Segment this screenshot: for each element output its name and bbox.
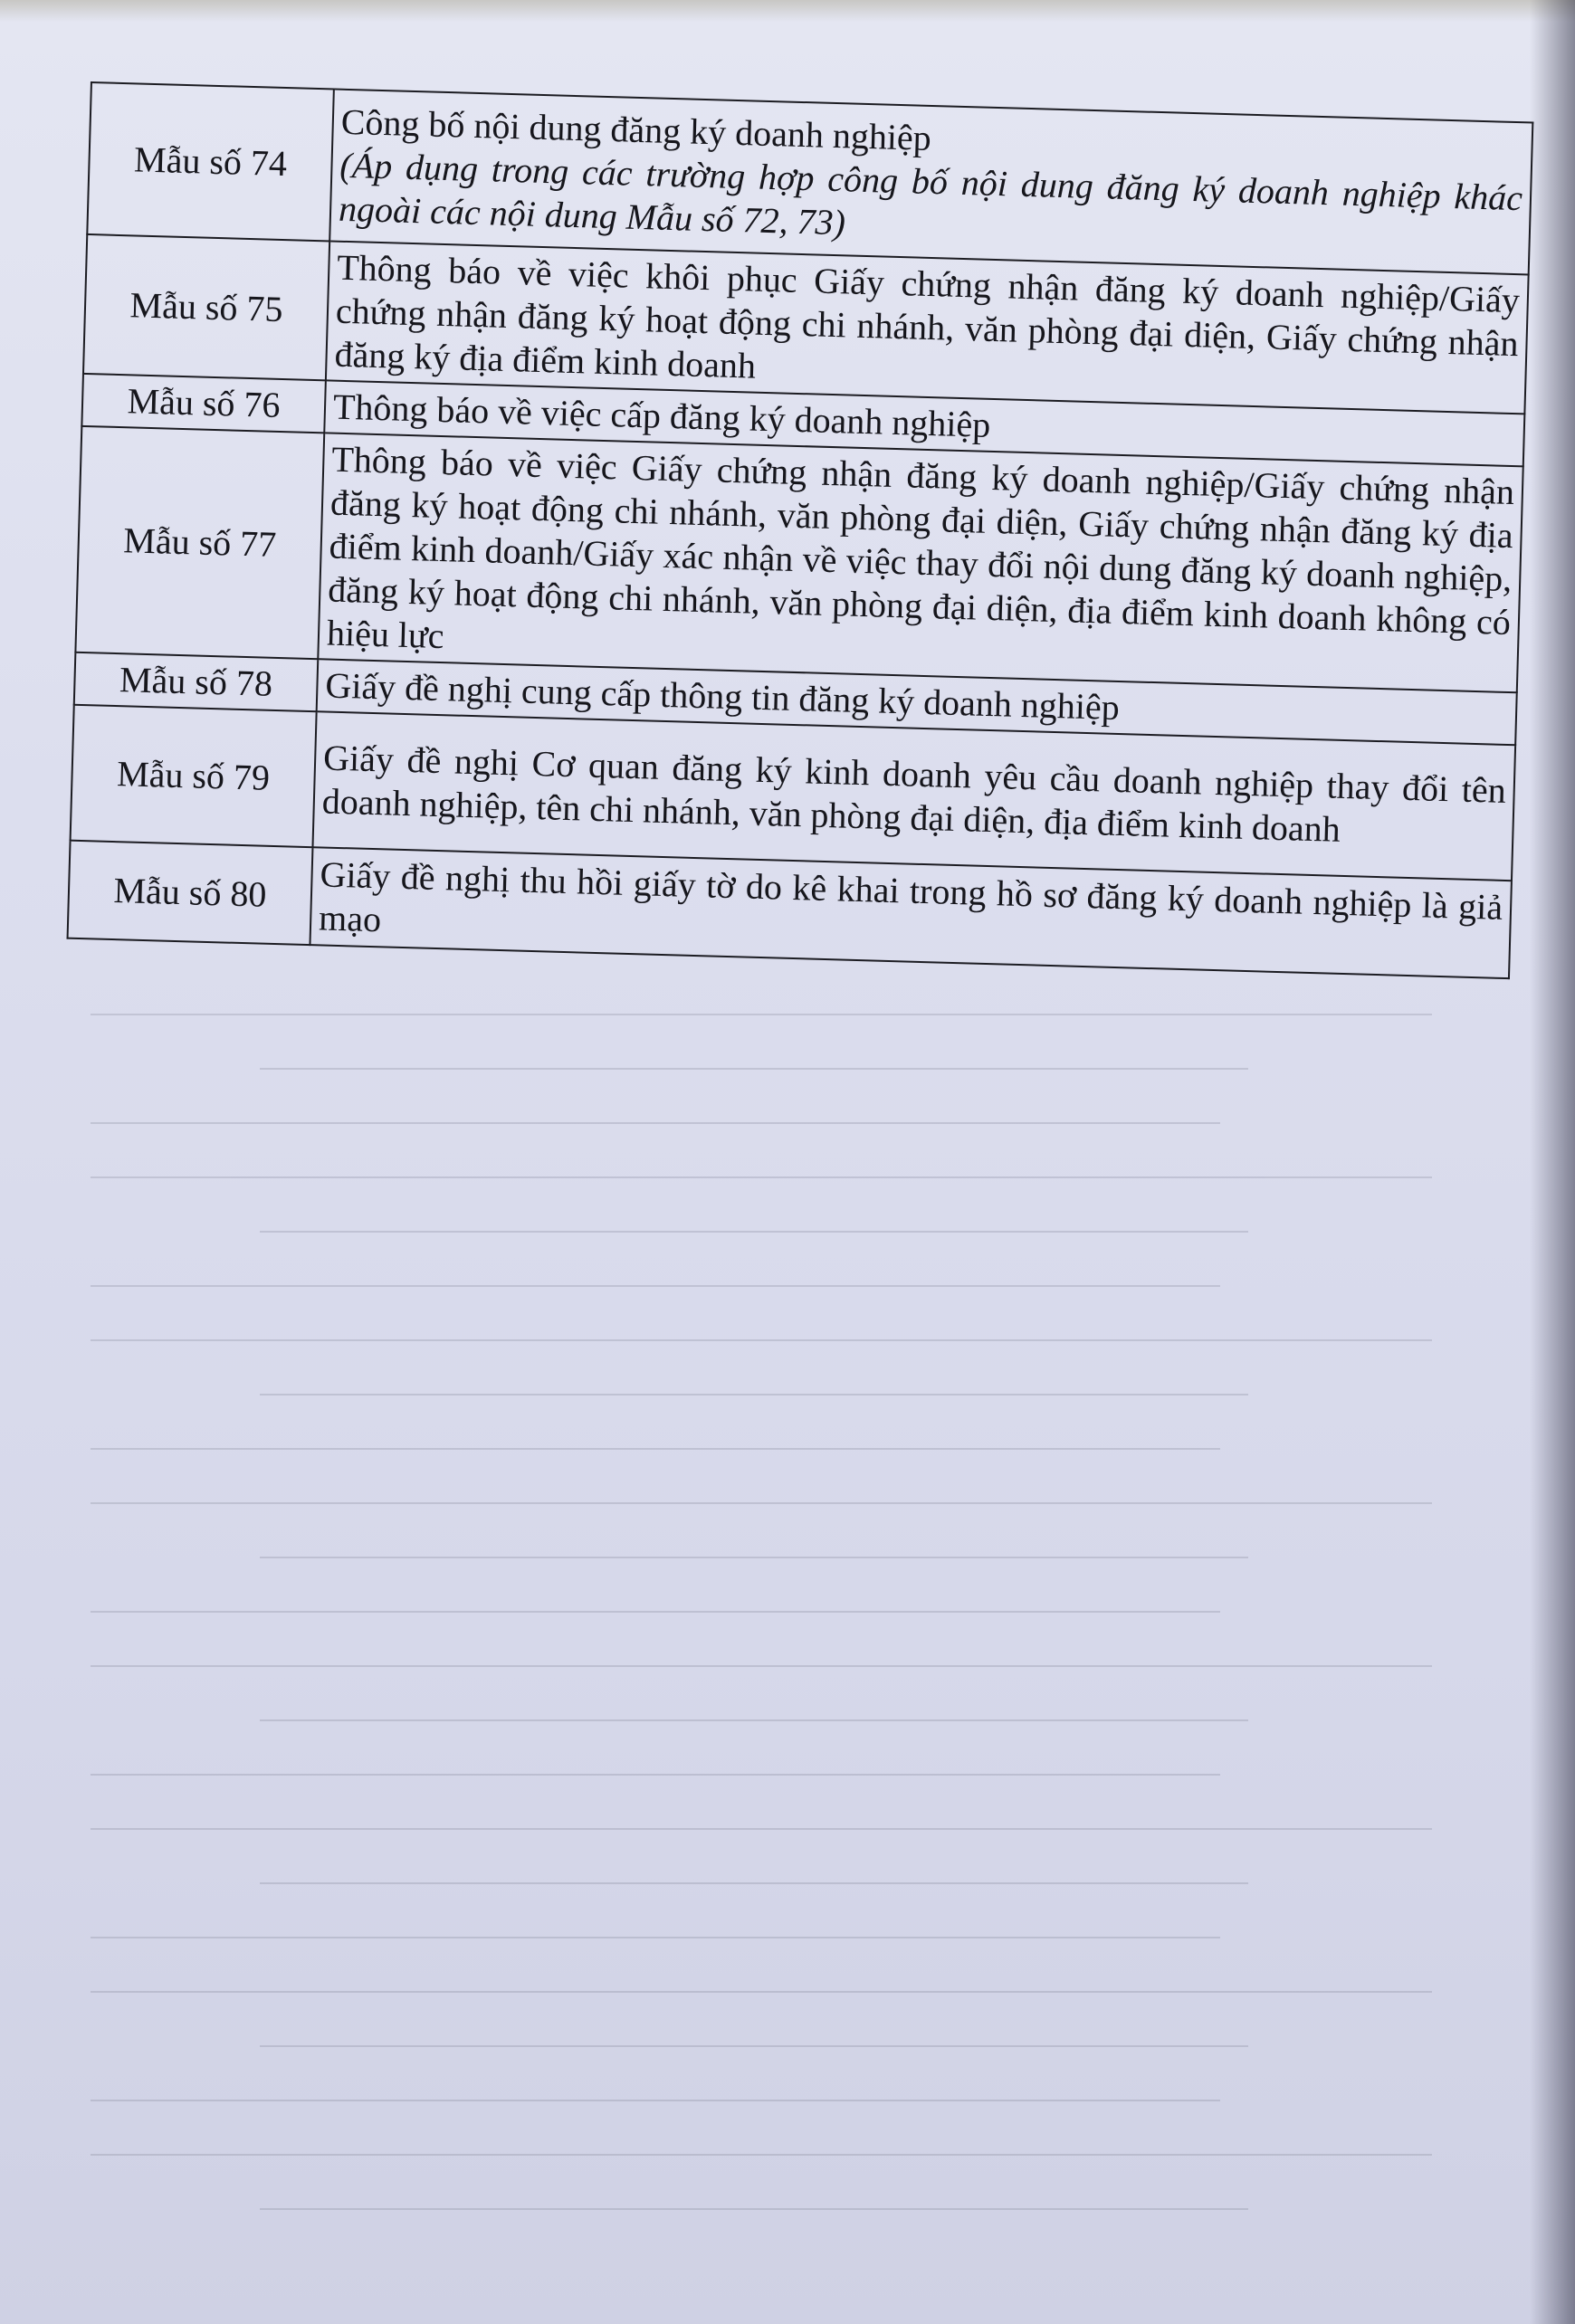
top-shadow	[0, 0, 1575, 22]
form-code: Mẫu số 80	[68, 841, 313, 945]
form-description: Thông báo về việc khôi phục Giấy chứng nhận đăng ký doanh nghiệp/Giấy chứng nhận đăng ký hoạt động chi nhánh, văn phòng đại diện, Giấy chứng nhận đăng ký địa điểm kinh doanh	[326, 241, 1529, 414]
form-code: Mẫu số 74	[87, 82, 334, 241]
form-description: Giấy đề nghị Cơ quan đăng ký kinh doanh yêu cầu doanh nghiệp thay đổi tên doanh nghiệp, tên chi nhánh, văn phòng đại diện, địa điểm kinh doanh	[312, 711, 1515, 881]
form-code: Mẫu số 77	[75, 426, 324, 659]
form-note: (Áp dụng trong các trường hợp công bố nội dung đăng ký doanh nghiệp khác ngoài các nội dung Mẫu số 72, 73)	[338, 144, 1523, 243]
form-description: Giấy đề nghị cung cấp thông tin đăng ký doanh nghiệp	[317, 659, 1517, 745]
form-title: Công bố nội dung đăng ký doanh nghiệp	[340, 100, 932, 158]
form-description: Giấy đề nghị thu hồi giấy tờ do kê khai trong hồ sơ đăng ký doanh nghiệp là giả mạo	[310, 847, 1511, 978]
bleed-through-text	[91, 1014, 1503, 2299]
forms-table-wrapper	[67, 81, 1534, 979]
form-description: Thông báo về việc Giấy chứng nhận đăng ký doanh nghiệp/Giấy chứng nhận đăng ký hoạt động chi nhánh, văn phòng đại diện, Giấy chứng nhận đăng ký địa điểm kinh doanh/Giấy xác nhận về việc thay đổi nội dung đăng ký doanh nghiệp, đăng ký hoạt động chi nhánh, văn phòng đại diện, địa điểm kinh doanh không có hiệu lực	[318, 433, 1522, 692]
form-code: Mẫu số 78	[74, 652, 319, 711]
table-row	[75, 426, 1522, 692]
form-code: Mẫu số 79	[71, 705, 317, 847]
form-description: Thông báo về việc cấp đăng ký doanh nghiệp	[324, 380, 1524, 466]
forms-table	[67, 81, 1534, 979]
form-code: Mẫu số 75	[83, 234, 329, 380]
form-code: Mẫu số 76	[81, 374, 326, 433]
page-edge-shadow	[1530, 0, 1575, 2324]
